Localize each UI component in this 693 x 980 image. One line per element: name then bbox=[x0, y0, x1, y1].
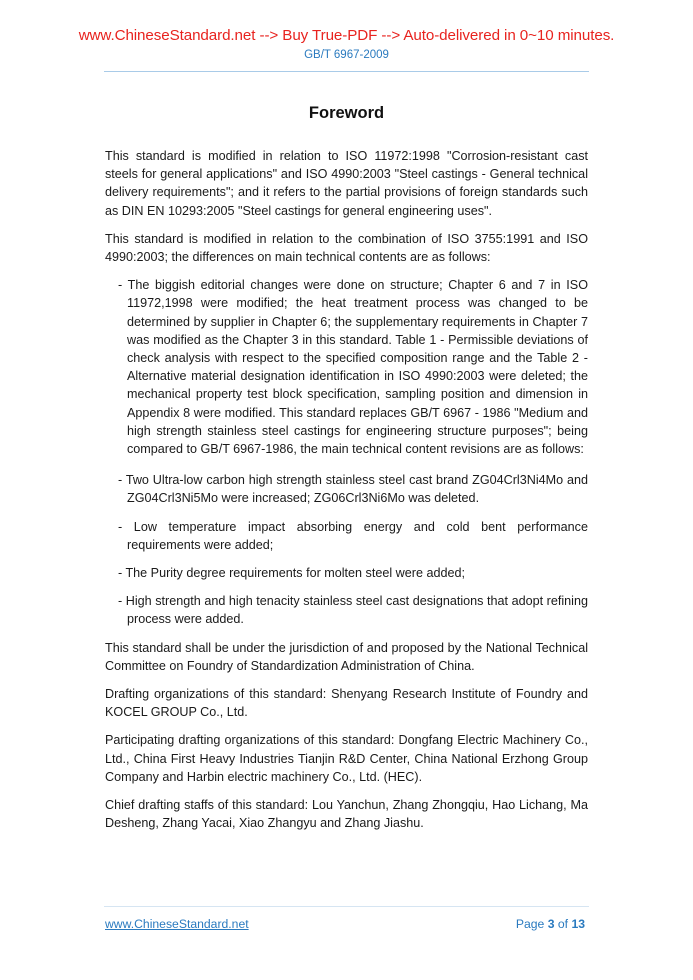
header-banner: www.ChineseStandard.net --> Buy True-PDF --> Auto-delivered in 0~10 minutes. bbox=[78, 27, 615, 44]
footer-website-link[interactable]: www.ChineseStandard.net bbox=[105, 917, 249, 931]
page-indicator bbox=[516, 917, 585, 931]
paragraph-jurisdiction: This standard shall be under the jurisdiction of and proposed by the National Technical Committee on Foundry of Standardization Administration of China. bbox=[105, 640, 588, 673]
list-item: - Two Ultra-low carbon high strength stainless steel cast brand ZG04Crl3Ni4Mo and ZG04Crl3Ni5Mo were increased; ZG06Crl3Ni6Mo was deleted. bbox=[118, 473, 588, 506]
differences-list bbox=[105, 276, 588, 628]
page-label: Page bbox=[515, 917, 548, 931]
list-item: - The Purity degree requirements for molten steel were added; bbox=[118, 566, 465, 581]
list-item: - The biggish editorial changes were done on structure; Chapter 6 and 7 in ISO 11972,1998 were modified; the heat treatment process was changed to be determined by supplier in Chapter 6; the supplementary requirements in Chapter 7 was modified as the Chapter 3 in this standard. Table 1 - Permissible deviations of check analysis with respect to the specified composition range and the Table 2 - Alternative material designation identification in ISO 4990:2003 were deleted; the mechanical property test block specification, sampling position and dimension in Appendix 8 were modified. This standard replaces GB/T 6967 - 1986 "Medium and high strength stainless steel castings for engineering structure purposes"; being compared to GB/T 6967-1986, the main technical content revisions are as follows: bbox=[118, 278, 588, 457]
list-item: - Low temperature impact absorbing energy and cold bent performance requirements were added; bbox=[118, 519, 588, 552]
foreword-body bbox=[105, 147, 588, 843]
paragraph-modification-basis: This standard is modified in relation to ISO 11972:1998 "Corrosion-resistant cast steels for general applications" and ISO 4990:2003 "Steel castings - General technical delivery requirements"; and it refers to the partial provisions of foreign standards such as DIN EN 10293:2005 "Steel castings for general engineering uses". bbox=[105, 149, 588, 218]
document-number: GB/T 6967-2009 bbox=[304, 49, 389, 61]
page-title: Foreword bbox=[308, 104, 385, 122]
page-total: 13 bbox=[571, 917, 585, 931]
paragraph-drafting-organizations: Drafting organizations of this standard: Shenyang Research Institute of Foundry and KOCEL GROUP Co., Ltd. bbox=[105, 687, 588, 720]
footer-divider bbox=[104, 906, 589, 907]
list-item: - High strength and high tenacity stainless steel cast designations that adopt refining process were added. bbox=[118, 594, 588, 627]
header-divider bbox=[104, 71, 589, 72]
paragraph-participating-organizations: Participating drafting organizations of this standard: Dongfang Electric Machinery Co., Ltd., China First Heavy Industries Tianjin R&D Center, China National Erzhong Group Company and Harbin electric machinery Co., Ltd. (HEC). bbox=[105, 733, 588, 784]
paragraph-differences-intro: This standard is modified in relation to the combination of ISO 3755:1991 and ISO 4990:2003; the differences on main technical contents are as follows: bbox=[105, 231, 588, 265]
page-current: 3 bbox=[547, 917, 555, 931]
page-of-label: of bbox=[554, 917, 572, 931]
paragraph-chief-drafting-staff: Chief drafting staffs of this standard: Lou Yanchun, Zhang Zhongqiu, Hao Lichang, Ma Desheng, Zhang Yacai, Xiao Zhangyu and Zhang Jiashu. bbox=[105, 798, 588, 831]
